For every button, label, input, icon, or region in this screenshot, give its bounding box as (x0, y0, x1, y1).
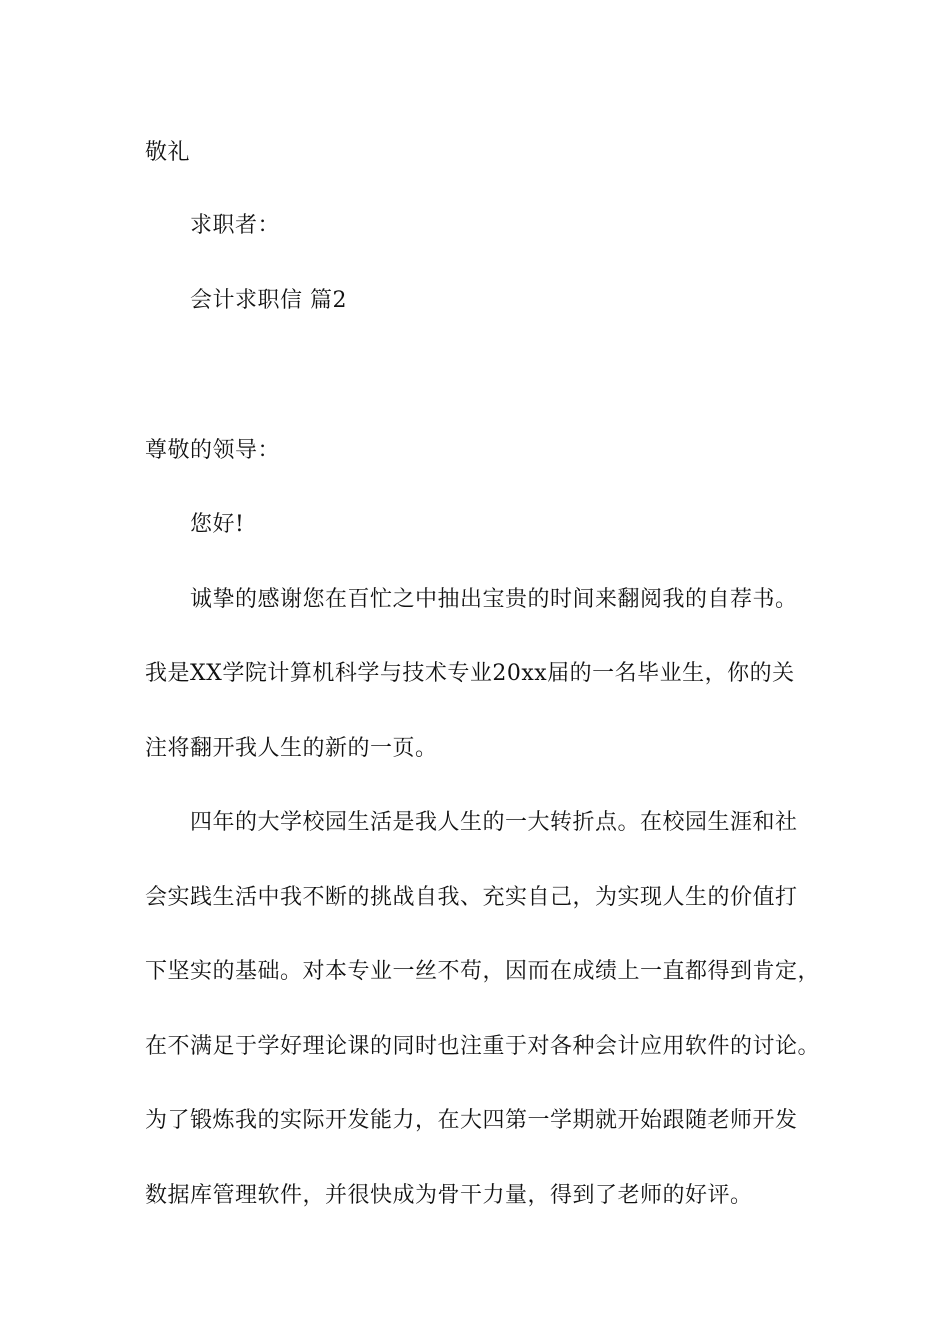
closing-text: 敬礼 (145, 140, 191, 165)
greeting: 您好! (190, 512, 245, 537)
paragraph-line: 注将翻开我人生的新的一页。 (145, 736, 438, 761)
paragraph-line: 下坚实的基础。对本专业一丝不苟，因而在成绩上一直都得到肯定， (145, 959, 821, 984)
paragraph-line: 诚挚的感谢您在百忙之中抽出宝贵的时间来翻阅我的自荐书。 (190, 587, 798, 612)
paragraph-line: 四年的大学校园生活是我人生的一大转折点。在校园生涯和社 (190, 810, 798, 835)
paragraph-line: 会实践生活中我不断的挑战自我、充实自己，为实现人生的价值打 (145, 885, 798, 910)
paragraph-line: 在不满足于学好理论课的同时也注重于对各种会计应用软件的讨论。 (145, 1034, 821, 1059)
paragraph-line: 数据库管理软件，并很快成为骨干力量，得到了老师的好评。 (145, 1183, 753, 1208)
paragraph-line: 我是XX学院计算机科学与技术专业20xx届的一名毕业生，你的关 (145, 661, 795, 686)
paragraph-line: 为了锻炼我的实际开发能力，在大四第一学期就开始跟随老师开发 (145, 1108, 798, 1133)
salutation: 尊敬的领导： (145, 438, 281, 463)
signature-label: 求职者： (190, 213, 281, 238)
letter-heading: 会计求职信 篇2 (190, 288, 347, 313)
